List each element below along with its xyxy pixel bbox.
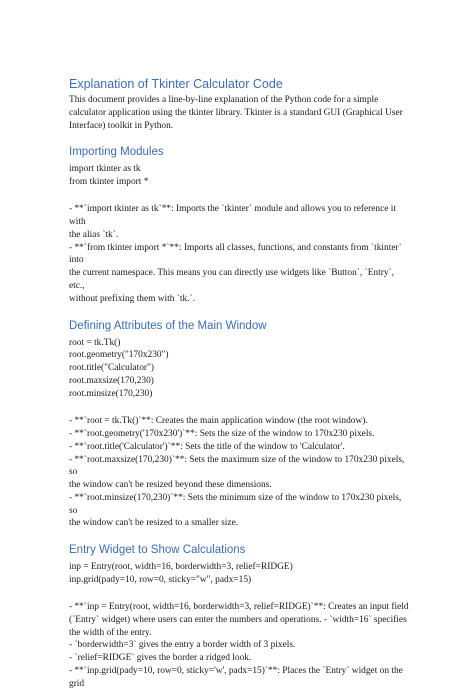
code-line: root = tk.Tk() bbox=[69, 337, 121, 348]
code-block bbox=[69, 561, 409, 587]
explanation-line: - `relief=RIDGE` gives the border a ridged look. bbox=[69, 653, 252, 664]
explanation-line: - **`root.maxsize(170,230)`**: Sets the maximum size of the window to 170x230 pixels, so bbox=[69, 454, 405, 478]
document-content bbox=[69, 76, 409, 691]
section-heading-main-window: Defining Attributes of the Main Window bbox=[69, 319, 267, 332]
explanation-line: - **`from tkinter import *`**: Imports all classes, functions, and constants from `tkinter` into bbox=[69, 242, 402, 266]
code-line: root.minsize(170,230) bbox=[69, 389, 153, 400]
code-line: root.geometry("170x230") bbox=[69, 350, 169, 361]
explanation-line: - **`root.title('Calculator')`**: Sets the title of the window to 'Calculator'. bbox=[69, 441, 345, 452]
explanation-line: the width of the entry. bbox=[69, 627, 152, 638]
explanation-line: without prefixing them with `tk.`. bbox=[69, 293, 196, 304]
blank-line bbox=[69, 189, 409, 203]
explanation-list bbox=[69, 601, 409, 691]
explanation-line: - **`root = tk.Tk()`**: Creates the main application window (the root window). bbox=[69, 416, 368, 427]
explanation-list bbox=[69, 203, 409, 305]
code-line: root.maxsize(170,230) bbox=[69, 376, 154, 387]
explanation-list bbox=[69, 415, 409, 530]
code-block bbox=[69, 337, 409, 402]
explanation-line: the window can't be resized to a smaller size. bbox=[69, 518, 239, 529]
explanation-line: the window can't be resized beyond these dimensions. bbox=[69, 480, 272, 491]
explanation-line: - **`root.minsize(170,230)`**: Sets the minimum size of the window to 170x230 pixels, so bbox=[69, 492, 402, 516]
code-line: import tkinter as tk bbox=[69, 164, 141, 175]
intro-line: This document provides a line-by-line explanation of the Python code for a simple bbox=[69, 95, 379, 105]
explanation-line: (`Entry` widget) where users can enter the numbers and operations. - `width=16` specifies bbox=[69, 614, 407, 625]
explanation-line: - `borderwidth=3` gives the entry a border width of 3 pixels. bbox=[69, 640, 296, 651]
explanation-line: the alias `tk`. bbox=[69, 229, 119, 240]
explanation-line: - **`import tkinter as tk`**: Imports the `tkinter` module and allows you to reference it with bbox=[69, 204, 396, 227]
explanation-line: - **`root.geometry('170x230')`**: Sets the size of the window to 170x230 pixels. bbox=[69, 428, 375, 439]
blank-line bbox=[69, 587, 409, 601]
document-title: Explanation of Tkinter Calculator Code bbox=[69, 77, 283, 91]
code-line: inp.grid(pady=10, row=0, sticky="w", padx=15) bbox=[69, 575, 252, 586]
section-heading-importing-modules: Importing Modules bbox=[69, 146, 164, 159]
explanation-line: the current namespace. This means you can directly use widgets like `Button`, `Entry`, etc., bbox=[69, 268, 394, 291]
blank-line bbox=[69, 401, 409, 415]
intro-line: calculator application using the tkinter library. Tkinter is a standard GUI (Graphical User bbox=[69, 107, 403, 118]
section-heading-entry-widget: Entry Widget to Show Calculations bbox=[69, 544, 246, 557]
code-block bbox=[69, 163, 409, 189]
intro-line: Interface) toolkit in Python. bbox=[69, 120, 174, 131]
code-line: from tkinter import * bbox=[69, 177, 149, 188]
code-line: inp = Entry(root, width=16, borderwidth=3, relief=RIDGE) bbox=[69, 562, 293, 573]
code-line: root.title("Calculator") bbox=[69, 363, 154, 374]
explanation-line: - **`inp.grid(pady=10, row=0, sticky='w', padx=15)`**: Places the `Entry` widget on the grid bbox=[69, 666, 403, 689]
explanation-line: - **`inp = Entry(root, width=16, borderwidth=3, relief=RIDGE)`**: Creates an input field bbox=[69, 602, 409, 613]
